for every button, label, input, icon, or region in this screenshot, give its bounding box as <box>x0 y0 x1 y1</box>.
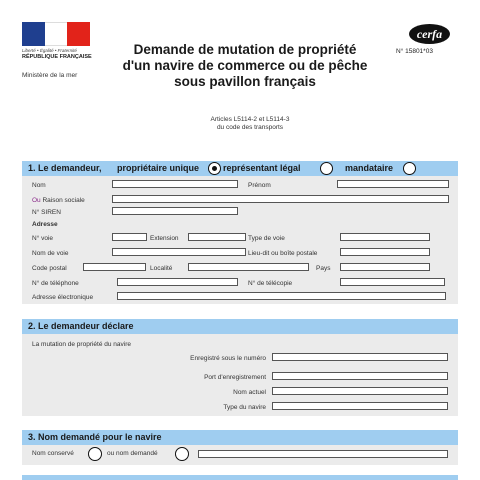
email-input[interactable] <box>117 292 446 300</box>
cerfa-logo: cerfa <box>409 24 450 44</box>
type-navire-label: Type du navire <box>223 404 266 411</box>
form-title-line-2: d'un navire de commerce ou de pêche <box>122 58 368 73</box>
telecopie-label: N° de télécopie <box>248 280 293 287</box>
telephone-input[interactable] <box>117 278 238 286</box>
ou-label: Ou <box>32 197 41 204</box>
nom-demande-input[interactable] <box>198 450 448 458</box>
nom-label: Nom <box>32 182 46 189</box>
localite-label: Localité <box>150 265 173 272</box>
section-3-title: 3. Nom demandé pour le navire <box>28 432 162 442</box>
port-label: Port d'enregistrement <box>204 374 266 381</box>
republic-motto: Liberté • Égalité • Fraternité <box>22 48 77 53</box>
extension-label: Extension <box>150 235 179 242</box>
type-voie-input[interactable] <box>340 233 430 241</box>
pays-label: Pays <box>316 265 331 272</box>
immatricule-input[interactable] <box>272 353 448 361</box>
code-postal-label: Code postal <box>32 265 67 272</box>
cerfa-number: N° 15801*03 <box>396 48 433 55</box>
email-label: Adresse électronique <box>32 294 94 301</box>
nom-actuel-label: Nom actuel <box>233 389 266 396</box>
republic-name: RÉPUBLIQUE FRANÇAISE <box>22 54 92 60</box>
port-input[interactable] <box>272 372 448 380</box>
radio-nom-conserve[interactable] <box>88 447 102 461</box>
telecopie-input[interactable] <box>340 278 445 286</box>
option-mandataire-label: mandataire <box>345 163 394 173</box>
code-postal-input[interactable] <box>83 263 146 271</box>
form-title-line-3: sous pavillon français <box>174 74 316 89</box>
form-title <box>108 42 382 90</box>
section-4-header <box>22 475 458 480</box>
nom-voie-label: Nom de voie <box>32 250 69 257</box>
lieu-dit-input[interactable] <box>340 248 430 256</box>
nom-demande-label: ou nom demandé <box>107 450 158 457</box>
flag-red-stripe <box>67 22 90 46</box>
legal-articles-line-1: Articles L5114-2 et L5114-3 <box>210 116 290 123</box>
radio-proprietaire[interactable] <box>208 162 221 175</box>
ministry-name: Ministère de la mer <box>22 72 78 79</box>
nom-conserve-label: Nom conservé <box>32 450 74 457</box>
immatricule-label: Enregistré sous le numéro <box>190 355 266 362</box>
mutation-intro: La mutation de propriété du navire <box>32 341 132 348</box>
prenom-input[interactable] <box>337 180 449 188</box>
type-navire-input[interactable] <box>272 402 448 410</box>
raison-sociale-label <box>32 197 85 204</box>
adresse-label: Adresse <box>32 221 58 228</box>
no-voie-label: N° voie <box>32 235 54 242</box>
prenom-label: Prénom <box>248 182 271 189</box>
raison-sociale-input[interactable] <box>112 195 449 203</box>
pays-input[interactable] <box>340 263 430 271</box>
option-proprietaire-label: propriétaire unique <box>117 163 200 173</box>
section-2-title: 2. Le demandeur déclare <box>28 321 134 331</box>
marianne-logo <box>22 22 90 46</box>
lieu-dit-label: Lieu-dit ou boîte postale <box>248 250 318 257</box>
form-title-line-1: Demande de mutation de propriété <box>133 42 357 57</box>
flag-blue-stripe <box>22 22 45 46</box>
nom-voie-input[interactable] <box>112 248 246 256</box>
legal-articles-line-2: du code des transports <box>216 124 284 131</box>
telephone-label: N° de téléphone <box>32 280 79 287</box>
radio-nom-demande[interactable] <box>175 447 189 461</box>
radio-representant[interactable] <box>320 162 333 175</box>
siren-label: N° SIREN <box>32 209 61 216</box>
extension-input[interactable] <box>188 233 246 241</box>
raison-sociale-text: Raison sociale <box>42 197 85 204</box>
siren-input[interactable] <box>112 207 238 215</box>
localite-input[interactable] <box>188 263 309 271</box>
section-1-title: 1. Le demandeur, <box>28 163 102 173</box>
nom-input[interactable] <box>112 180 238 188</box>
legal-articles <box>150 116 350 132</box>
radio-mandataire[interactable] <box>403 162 416 175</box>
type-voie-label: Type de voie <box>248 235 285 242</box>
option-representant-label: représentant légal <box>223 163 301 173</box>
nom-actuel-input[interactable] <box>272 387 448 395</box>
flag-white-stripe <box>45 22 68 46</box>
no-voie-input[interactable] <box>112 233 147 241</box>
